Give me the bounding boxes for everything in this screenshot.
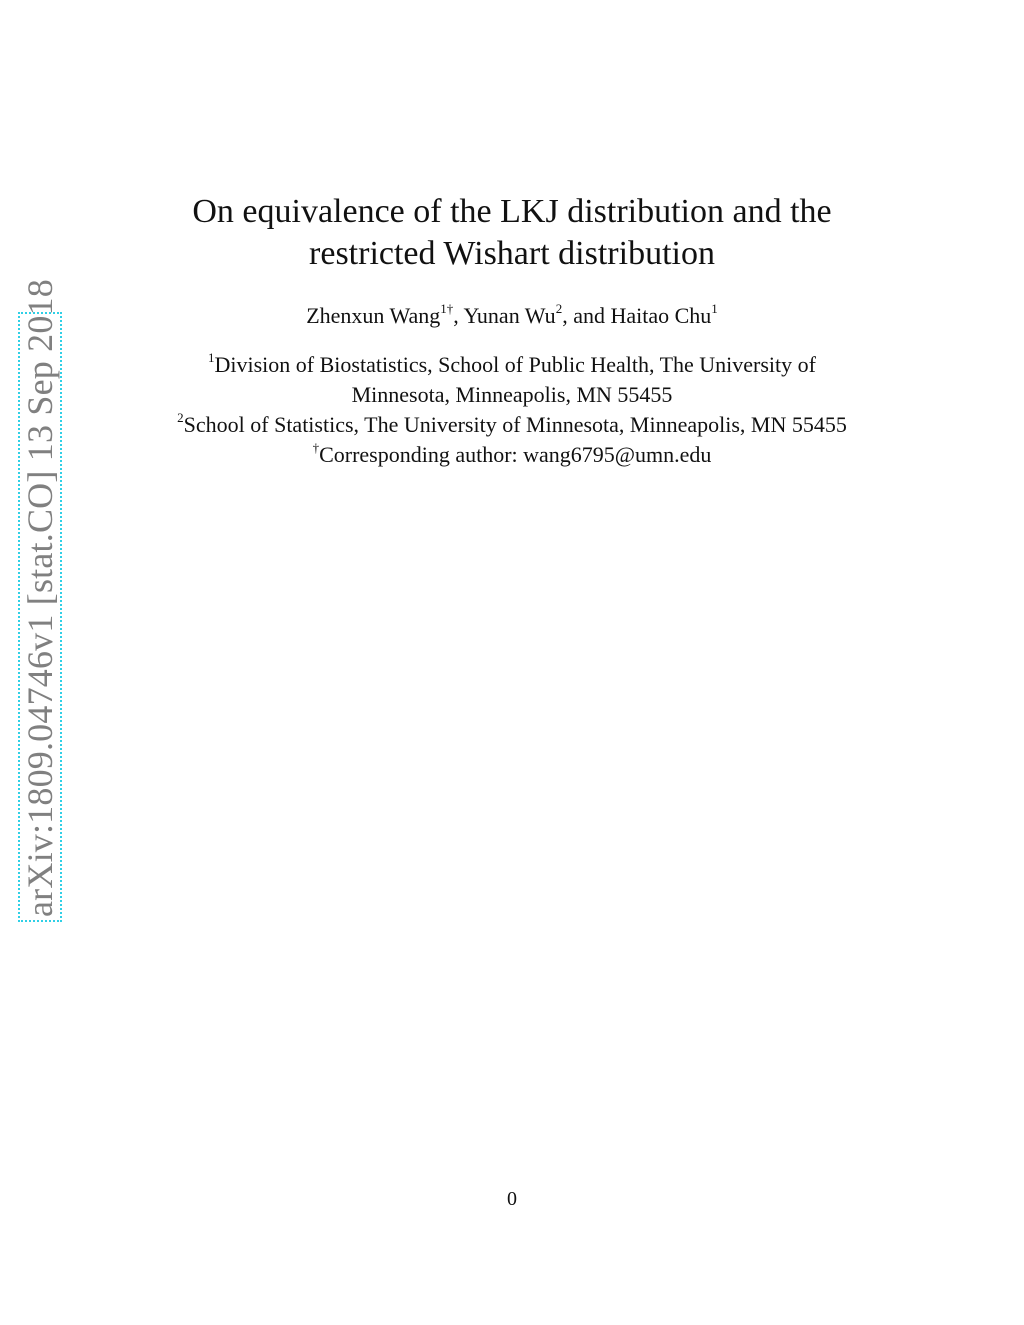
author-name: Haitao Chu (610, 303, 712, 328)
author-name: Yunan Wu (463, 303, 556, 328)
title-line-1: On equivalence of the LKJ distribution and the (192, 193, 832, 230)
affiliation-line: Division of Biostatistics, School of Public Health, The University of (214, 352, 816, 377)
affiliation-line: Minnesota, Minneapolis, MN 55455 (351, 382, 673, 407)
author-list (0, 302, 1024, 330)
title-line-2: restricted Wishart distribution (309, 235, 715, 272)
author-name: Zhenxun Wang (306, 303, 441, 328)
corresponding-mark: † (312, 439, 320, 455)
affiliation-1 (0, 350, 1024, 410)
affiliation-2 (0, 410, 1024, 440)
author-separator: , and (562, 303, 611, 328)
affiliation-mark: 2 (177, 409, 184, 425)
author-affiliation-mark: 1 (711, 300, 718, 316)
arxiv-identifier: arXiv:1809.04746v1 [stat.CO] 13 Sep 2018 (20, 279, 60, 917)
author-affiliation-mark: 1† (440, 300, 454, 316)
affiliation-line: School of Statistics, The University of Minnesota, Minneapolis, MN 55455 (183, 412, 847, 437)
author-affiliation-mark: 2 (555, 300, 563, 316)
paper-title (0, 191, 1024, 275)
corresponding-author (0, 440, 1024, 470)
page-number: 0 (507, 1188, 517, 1210)
author-separator: , (453, 303, 464, 328)
affiliation-mark: 1 (208, 349, 215, 365)
corresponding-text: Corresponding author: wang6795@umn.edu (319, 442, 712, 467)
